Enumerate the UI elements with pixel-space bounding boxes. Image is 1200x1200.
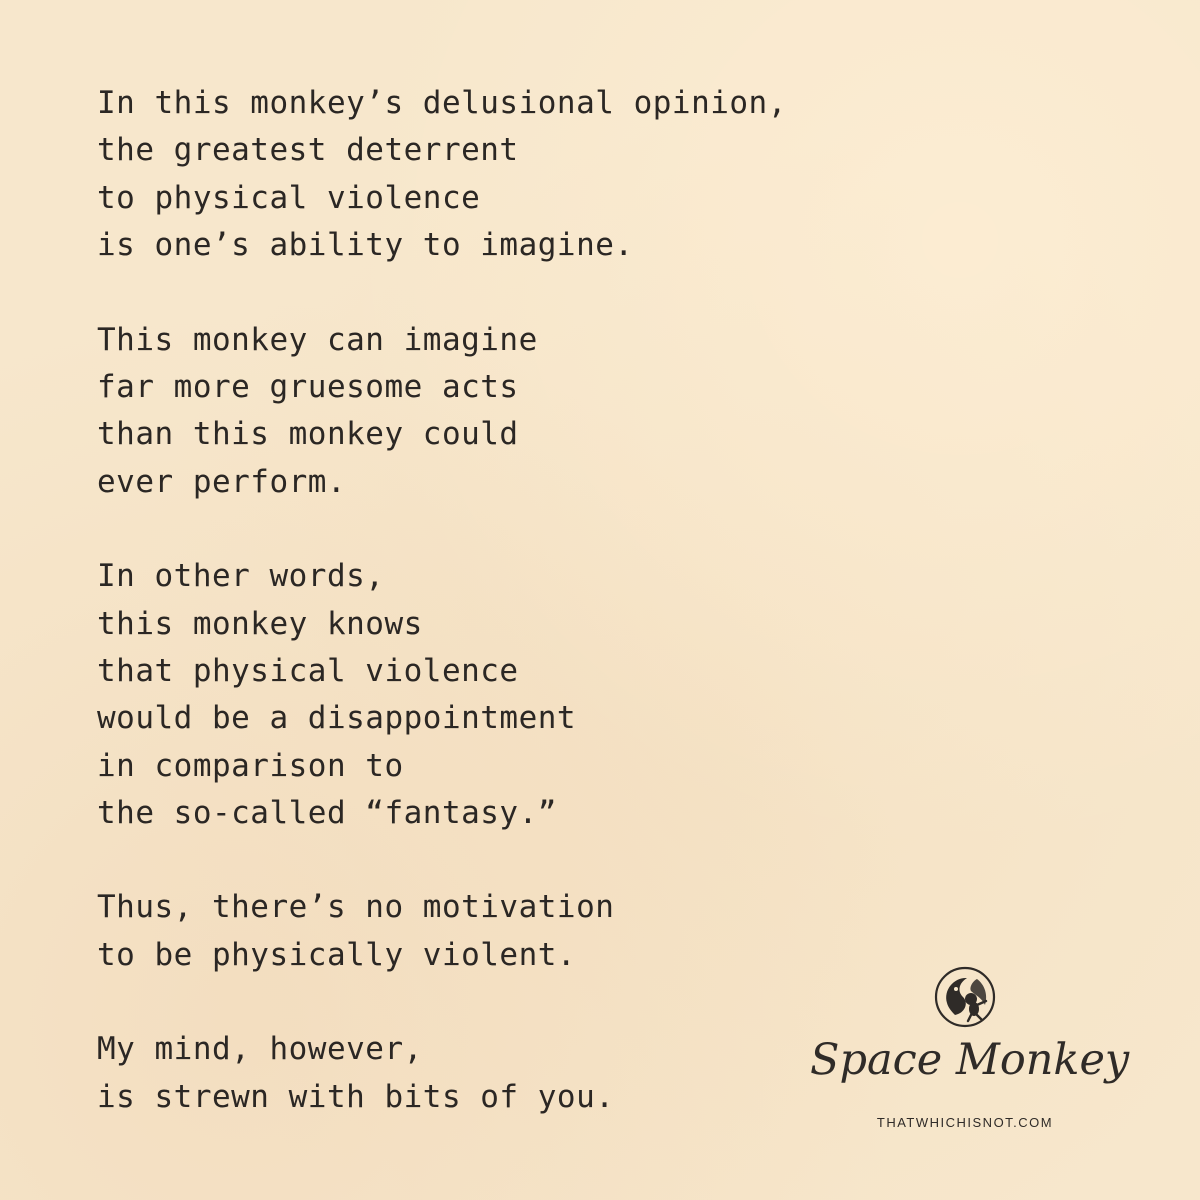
poem-line: than this monkey could [97, 416, 519, 453]
poem-line: the greatest deterrent [97, 132, 519, 169]
poem-stanza-5 [97, 1026, 917, 1121]
poem-line: is strewn with bits of you. [97, 1078, 615, 1115]
poem-line: ever perform. [97, 463, 347, 500]
poem-line: In other words, [97, 558, 385, 595]
poem-line: is one’s ability to imagine. [97, 227, 634, 264]
poem-line: In this monkey’s delusional opinion, [97, 85, 787, 121]
space-monkey-logo-icon [933, 965, 997, 1029]
poem-line: this monkey knows [97, 605, 423, 642]
brand-name: Space Monkey [810, 1035, 1130, 1085]
brand-url: THATWHICHISNOT.COM [876, 1115, 1054, 1130]
poem-stanza-2 [97, 317, 917, 507]
poem-line: Thus, there’s no motivation [97, 889, 615, 926]
poem [97, 80, 917, 1168]
poem-line: the so-called “fantasy.” [97, 795, 557, 832]
poem-line: to physical violence [97, 179, 481, 216]
space-monkey-logo [810, 965, 1130, 1135]
poem-line: This monkey can imagine [97, 321, 538, 358]
poem-stanza-3 [97, 553, 917, 837]
poem-line: would be a disappointment [97, 700, 577, 737]
poem-line: My mind, however, [97, 1031, 423, 1068]
poem-line: to be physically violent. [97, 936, 577, 973]
poem-line: in comparison to [97, 747, 404, 784]
poem-line: far more gruesome acts [97, 368, 519, 405]
poem-line: that physical violence [97, 652, 519, 689]
poem-stanza-4 [97, 884, 917, 979]
poem-stanza-1 [97, 80, 917, 270]
